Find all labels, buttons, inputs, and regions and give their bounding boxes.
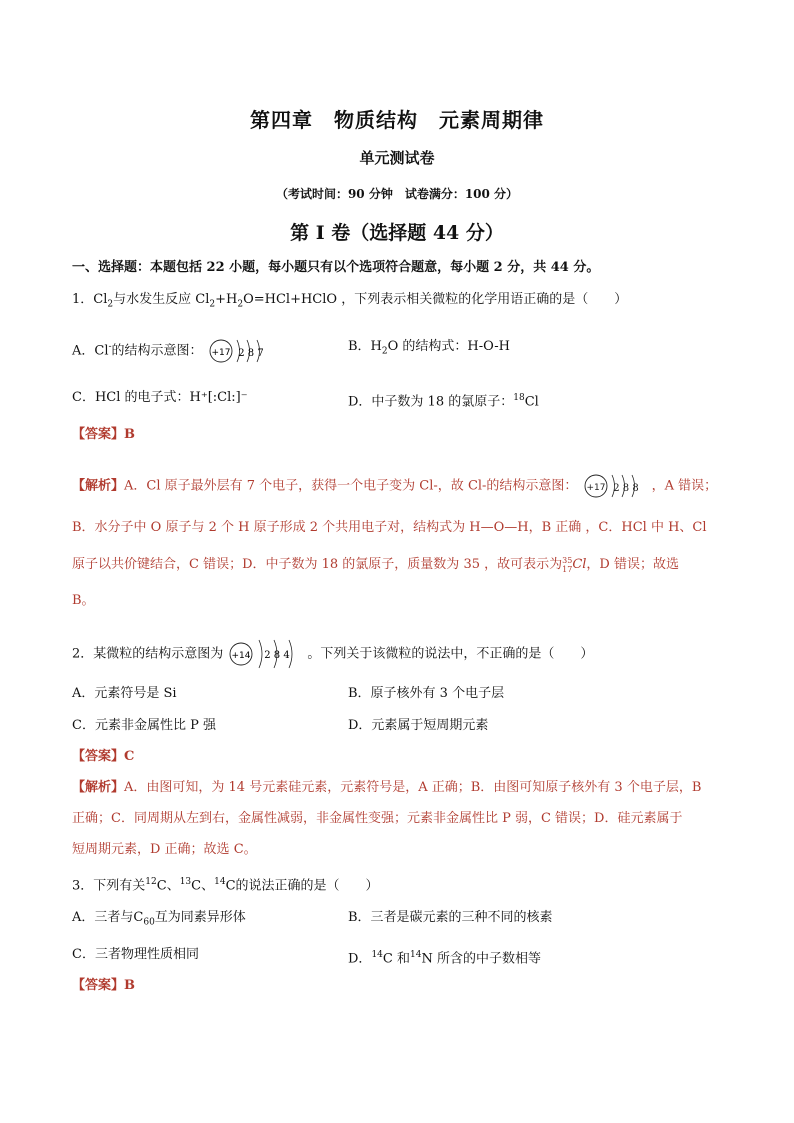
page-title: 第四章 物质结构 元素周期律 [250,108,544,132]
q1-explanation-line3: 原子以共价键结合，C 错误；D．中子数为 18 的氯原子，质量数为 35 ，故可表示为35 17Cl，D 错误；故选 [72,555,679,574]
q1-option-d: D．中子数为 18 的氯原子：$^{18}$Cl [348,393,539,410]
q3-stem: 3．下列有关$^{12}$C、$^{13}$C、$^{14}$C的说法正确的是（ ） [72,877,379,894]
section-instruction: 一、选择题：本题包括 22 小题，每小题只有以个选项符合题意，每小题 2 分，共 44 分。 [72,260,600,275]
q1-option-c: C．HCl 的电子式：H⁺[:Cl:]⁻ [72,390,248,405]
q2-answer: 【答案】C [72,749,135,764]
q1-explanation-line1: 【解析】A．Cl 原子最外层有 7 个电子，获得一个电子变为 Cl-，故 Cl-的结构示意图： +17 2 8 8 ，A 错误； [72,472,717,500]
silicon-structure-diagram [227,637,307,671]
page-subtitle: 单元测试卷 [359,149,435,167]
q3-option-d: D．$^{14}$C 和$^{14}$N 所含的中子数相等 [348,950,541,967]
q1-option-a: A．Cl-的结构示意图： +17 2 8 7 [72,337,277,365]
electron-formula: H⁺[:Cl:]⁻ [189,390,248,405]
svg-text:+17: +17 [586,483,606,493]
q2-option-c: C．元素非金属性比 P 强 [72,718,216,733]
part-title: 第 I 卷（选择题 44 分） [290,222,504,244]
svg-text:+14: +14 [231,651,251,661]
svg-text:2 8 4: 2 8 4 [264,650,291,661]
q3-answer: 【答案】B [72,978,135,993]
q3-option-b: B．三者是碳元素的三种不同的核素 [348,910,553,925]
q2-explanation-line1: 【解析】A．由图可知，为 14 号元素硅元素，元素符号是，A 正确；B．由图可知原子核外有 3 个电子层，B [72,780,702,795]
q2-option-a: A．元素符号是 Si [72,686,177,701]
q2-explanation-line2: 正确；C．同周期从左到右，金属性减弱，非金属性变强；元素非金属性比 P 弱，C 错误；D．硅元素属于 [72,811,683,826]
atom-structure-diagram [207,337,277,365]
chloride-structure-diagram [582,472,652,500]
svg-text:2 8 8: 2 8 8 [612,483,639,494]
svg-text:+17: +17 [211,348,231,358]
svg-text:2 8 7: 2 8 7 [237,348,264,359]
q1-stem: 1．$Cl_2$与水发生反应 $Cl_2+H_2O=HCl+HClO$ ，下列表示相关微粒的化学用语正确的是（ ） [72,292,628,310]
q1-answer: 【答案】B [72,427,135,442]
q2-option-b: B．原子核外有 3 个电子层 [348,686,505,701]
q2-option-d: D．元素属于短周期元素 [348,718,489,733]
q1-option-b: B．$H_2O$ 的结构式：H-O-H [348,339,511,357]
q3-option-c: C．三者物理性质相同 [72,947,199,962]
exam-info: （考试时间：90 分钟 试卷满分：100 分） [275,187,519,201]
q1-explanation-line2: B．水分子中 O 原子与 2 个 H 原子形成 2 个共用电子对，结构式为 H—O—H，B 正确 ，C．HCl 中 H、Cl [72,520,707,535]
q1-explanation-line4: B。 [72,593,95,608]
q2-stem: 2．某微粒的结构示意图为 +14 2 8 4 。下列关于该微粒的说法中，不正确的是（ ） [72,637,593,671]
q3-option-a: A．三者与$C_{60}$互为同素异形体 [72,910,246,928]
q2-explanation-line3: 短周期元素，D 正确；故选 C。 [72,842,257,857]
